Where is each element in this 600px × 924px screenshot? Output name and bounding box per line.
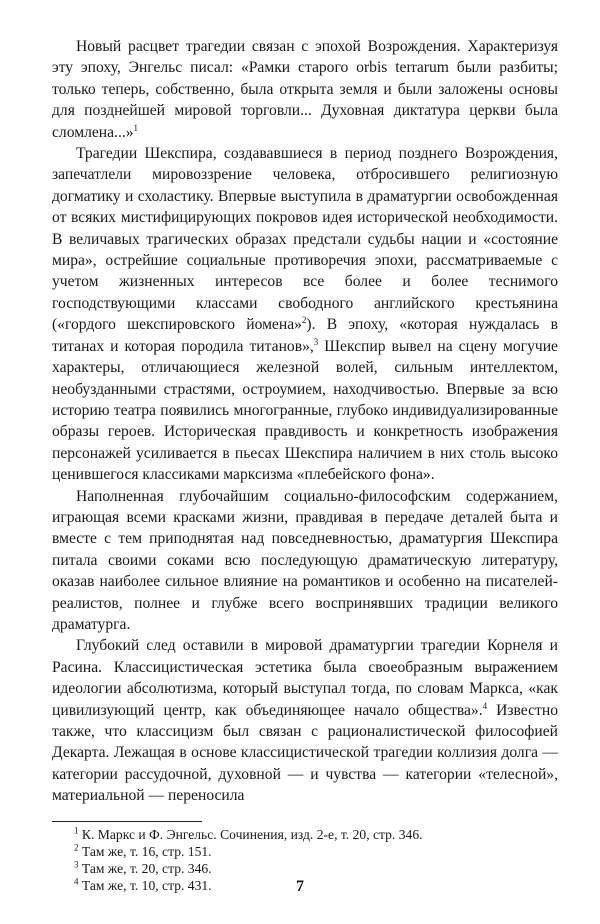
footnote: $^3$ Там же, т. 20, стр. 346. xyxy=(74,859,212,876)
footnote: $^1$ К. Маркс и Ф. Энгельс. Сочинения, изд. 2-е, т. 20, стр. 346. xyxy=(74,825,423,842)
footnote-ref-1: 1 xyxy=(133,122,139,133)
paragraph-2: Трагедии Шекспира, создававшиеся в период позднего Возрождения, запечатлели мировоззрение человека, отбросившего религиозную догматику и схоластику. Впервые выступила в драматургии освобожденная от всяких мистифицирующих покровов идея исторической необходимости. В величавых трагических образах предстали судьбы нации и «состояние мира», острейшие социальные противоречия эпохи, рассматриваемые с учетом жизненных интересов все более и более теснимого господствующими классами свободного английского крестьянина («гордого шекспировского йомена»$^2$). В эпоху, «которая нуждалась в титанах и которая породила титанов»,$^3$ Шекспир вывел на сцену могучие характеры, отличающиеся железной волей, сильным интеллектом, необузданными страстями, остроумием, находчивостью. Впервые за всю историю театра появились многогранные, глубоко индивидуализированные образы героев. Историческая правдивость и конкретность изображения персонажей усиливается в пьесах Шекспира наличием в них столь высоко ценившегося классиками марксизма «плебейского фона». xyxy=(52,145,558,484)
footnote-ref-2: 2 xyxy=(301,315,307,326)
paragraph-3: Наполненная глубочайшим социально-философским содержанием, играющая всеми красками жизни, правдивая в передаче деталей быта и вместе с тем приподнятая над повседневностью, драматургия Шекспира питала своими соками всю последующую драматическую литературу, оказав наиболее сильное влияние на романтиков и особенно на писателей-реалистов, полнее и глубже всего воспринявших традиции великого драматурга. xyxy=(52,487,558,633)
footnote: $^4$ Там же, т. 10, стр. 431. xyxy=(74,876,212,893)
paragraph-4: Глубокий след оставили в мировой драматургии трагедии Корнеля и Расина. Классицистическая эстетика была своеобразным выражением идеологии абсолютизма, который выступал тогда, по словам Маркса, «как цивилизующий центр, как объединяющее начало общества».$^4$ Известно также, что классицизм был связан с рационалистической философией Декарта. Лежащая в основе классицистической трагедии коллизия долга — категории рассудочной, духовной — и чувства — категории «телесной», материальной — переносила xyxy=(52,637,558,805)
page-number: 7 xyxy=(296,878,304,895)
page-body xyxy=(52,36,558,894)
footnote-divider xyxy=(52,821,202,822)
footnote-ref-4: 4 xyxy=(482,700,488,711)
paragraph-1: Новый расцвет трагедии связан с эпохой Возрождения. Характеризуя эту эпоху, Энгельс писал: «Рамки старого orbis terrarum были разбиты; только теперь, собственно, была открыта земля и были заложены основы для позднейшей мировой торговли... Духовная диктатура церкви была сломлена...»$^1$ xyxy=(52,38,558,141)
footnote-ref-3: 3 xyxy=(313,336,319,347)
footnote: $^2$ Там же, т. 16, стр. 151. xyxy=(74,842,212,859)
